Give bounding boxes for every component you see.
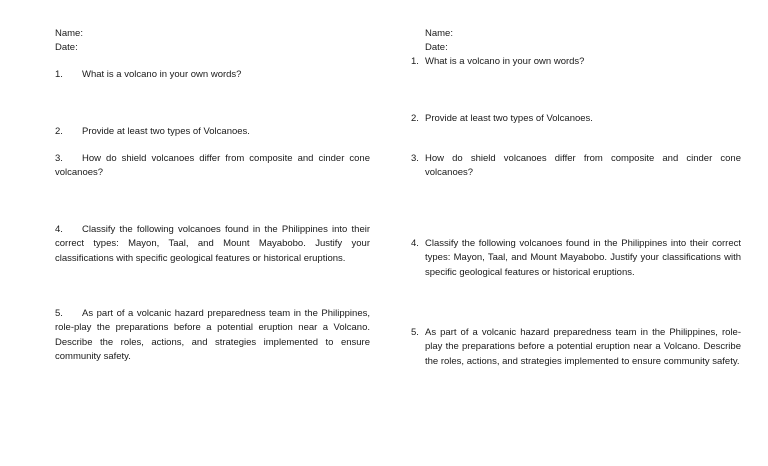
question-number: 3. xyxy=(411,153,419,164)
question-2 xyxy=(411,112,741,128)
question-text: How do shield volcanoes differ from composite and cinder cone volcanoes? xyxy=(55,153,370,179)
question-number: 5. xyxy=(55,308,63,319)
question-text: How do shield volcanoes differ from composite and cinder cone volcanoes? xyxy=(425,153,741,179)
question-4 xyxy=(55,223,370,266)
question-3 xyxy=(55,152,370,181)
question-3 xyxy=(411,152,741,182)
question-text: As part of a volcanic hazard preparedness team in the Philippines, role-play the preparations before a potential eruption near a Volcano. Describe the roles, actions, and strategies implemented to ensure community safety. xyxy=(55,308,370,362)
question-number: 4. xyxy=(411,238,419,249)
question-number: 2. xyxy=(411,113,419,124)
question-number: 1. xyxy=(55,69,63,80)
question-text: What is a volcano in your own words? xyxy=(82,69,242,80)
question-number: 3. xyxy=(55,153,63,164)
question-number: 5. xyxy=(411,327,419,338)
question-number: 1. xyxy=(411,56,419,67)
date-label: Date: xyxy=(425,42,448,53)
question-1 xyxy=(55,68,370,82)
question-number: 2. xyxy=(55,126,63,137)
date-label: Date: xyxy=(55,42,78,53)
question-text: What is a volcano in your own words? xyxy=(425,56,585,67)
question-text: Provide at least two types of Volcanoes. xyxy=(82,126,250,137)
question-4 xyxy=(411,237,741,281)
question-5 xyxy=(411,326,741,384)
question-1 xyxy=(411,55,741,71)
question-text: Classify the following volcanoes found in the Philippines into their correct types: Mayon, Taal, and Mount Mayabobo. Justify your classifications with specific geological features or historical eruptions. xyxy=(425,238,741,278)
question-text: As part of a volcanic hazard preparedness team in the Philippines, role-play the preparations before a potential eruption near a Volcano. Describe the roles, actions, and strategies implemented to ensure community safety. xyxy=(425,327,741,367)
question-5 xyxy=(55,307,370,364)
question-2 xyxy=(55,125,370,139)
name-label: Name: xyxy=(55,28,83,39)
name-label: Name: xyxy=(425,28,453,39)
question-text: Provide at least two types of Volcanoes. xyxy=(425,113,593,124)
question-text: Classify the following volcanoes found in the Philippines into their correct types: Mayon, Taal, and Mount Mayabobo. Justify your classifications with specific geological features or historical eruptions. xyxy=(55,224,370,264)
question-number: 4. xyxy=(55,224,63,235)
